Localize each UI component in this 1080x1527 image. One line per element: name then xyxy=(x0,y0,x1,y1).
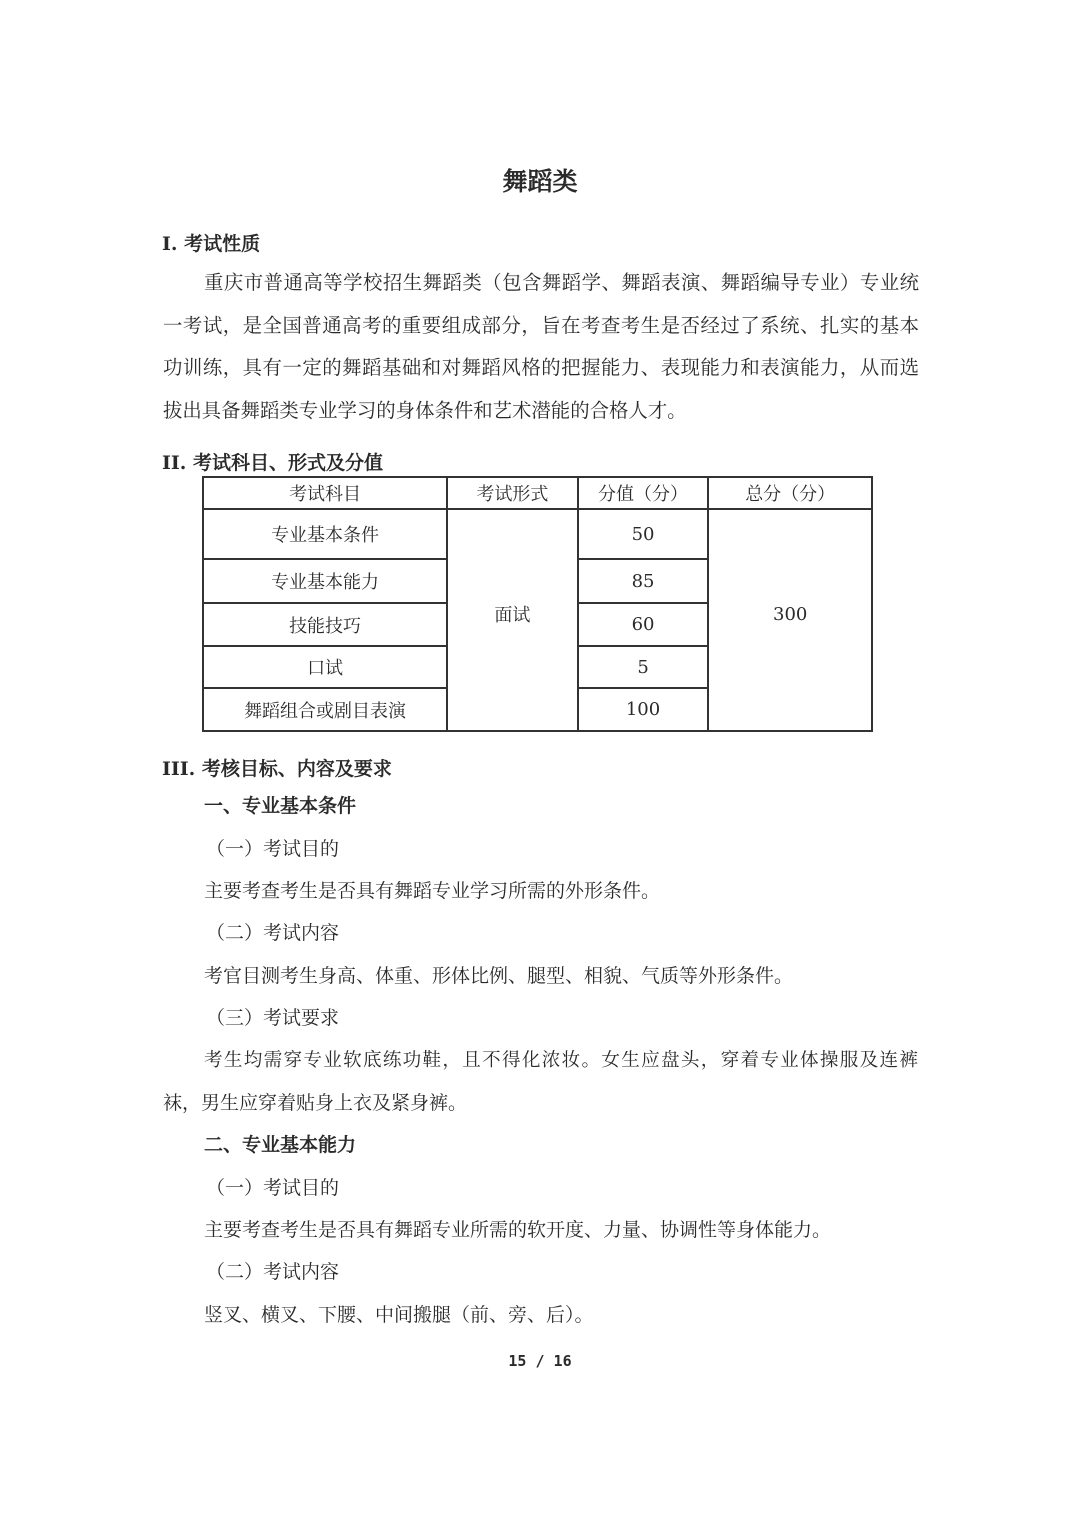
section-2-heading: II. 考试科目、形式及分值 xyxy=(162,452,384,474)
page-title: 舞蹈类 xyxy=(502,167,578,196)
part-1-content-text: 考官目测考生身高、体重、形体比例、腿型、相貌、气质等外形条件。 xyxy=(204,965,794,987)
table-row xyxy=(203,509,872,559)
part-1-heading: 一、专业基本条件 xyxy=(204,795,357,817)
part-1-requirement-line-2: 袜，男生应穿着贴身上衣及紧身裤。 xyxy=(163,1092,468,1114)
part-2-content-label: （二）考试内容 xyxy=(206,1261,340,1283)
score-cell: 50 xyxy=(578,509,709,559)
subject-cell: 舞蹈组合或剧目表演 xyxy=(203,688,447,731)
table-header-cell: 总分（分） xyxy=(708,477,872,509)
subject-cell: 技能技巧 xyxy=(203,603,447,646)
subject-cell: 专业基本条件 xyxy=(203,509,447,559)
table-header-cell: 考试形式 xyxy=(447,477,578,509)
section-1-paragraph: 重庆市普通高等学校招生舞蹈类（包含舞蹈学、舞蹈表演、舞蹈编导专业）专业统一考试，是全国普通高考的重要组成部分，旨在考查考生是否经过了系统、扎实的基本功训练，具有一定的舞蹈基础和对舞蹈风格的把握能力、表现能力和表演能力，从而选拔出具备舞蹈类专业学习的身体条件和艺术潜能的合格人才。 xyxy=(163,271,919,422)
score-cell: 100 xyxy=(578,688,709,731)
section-1-heading: I. 考试性质 xyxy=(162,233,261,255)
subject-cell: 口试 xyxy=(203,646,447,688)
exam-subjects-table xyxy=(202,476,873,732)
total-score-cell: 300 xyxy=(708,509,872,731)
page-indicator: 15 / 16 xyxy=(508,1352,572,1370)
part-1-content-label: （二）考试内容 xyxy=(206,922,340,944)
exam-form-cell: 面试 xyxy=(447,509,578,731)
part-2-content-text: 竖叉、横叉、下腰、中间搬腿（前、旁、后）。 xyxy=(204,1304,594,1326)
part-1-requirement-label: （三）考试要求 xyxy=(206,1007,340,1029)
part-1-purpose-label: （一）考试目的 xyxy=(206,838,340,860)
score-cell: 60 xyxy=(578,603,709,646)
score-cell: 5 xyxy=(578,646,709,688)
part-1-purpose-text: 主要考查考生是否具有舞蹈专业学习所需的外形条件。 xyxy=(204,880,661,902)
table-header-cell: 考试科目 xyxy=(203,477,447,509)
subject-cell: 专业基本能力 xyxy=(203,559,447,603)
part-2-purpose-text: 主要考查考生是否具有舞蹈专业所需的软开度、力量、协调性等身体能力。 xyxy=(204,1219,832,1241)
table-header-row xyxy=(203,477,872,509)
score-cell: 85 xyxy=(578,559,709,603)
part-2-heading: 二、专业基本能力 xyxy=(204,1134,357,1156)
part-1-requirement-line-1: 考生均需穿专业软底练功鞋，且不得化浓妆。女生应盘头，穿着专业体操服及连裤 xyxy=(204,1050,918,1071)
section-3-heading: III. 考核目标、内容及要求 xyxy=(162,758,392,780)
table-header-cell: 分值（分） xyxy=(578,477,709,509)
part-2-purpose-label: （一）考试目的 xyxy=(206,1177,340,1199)
